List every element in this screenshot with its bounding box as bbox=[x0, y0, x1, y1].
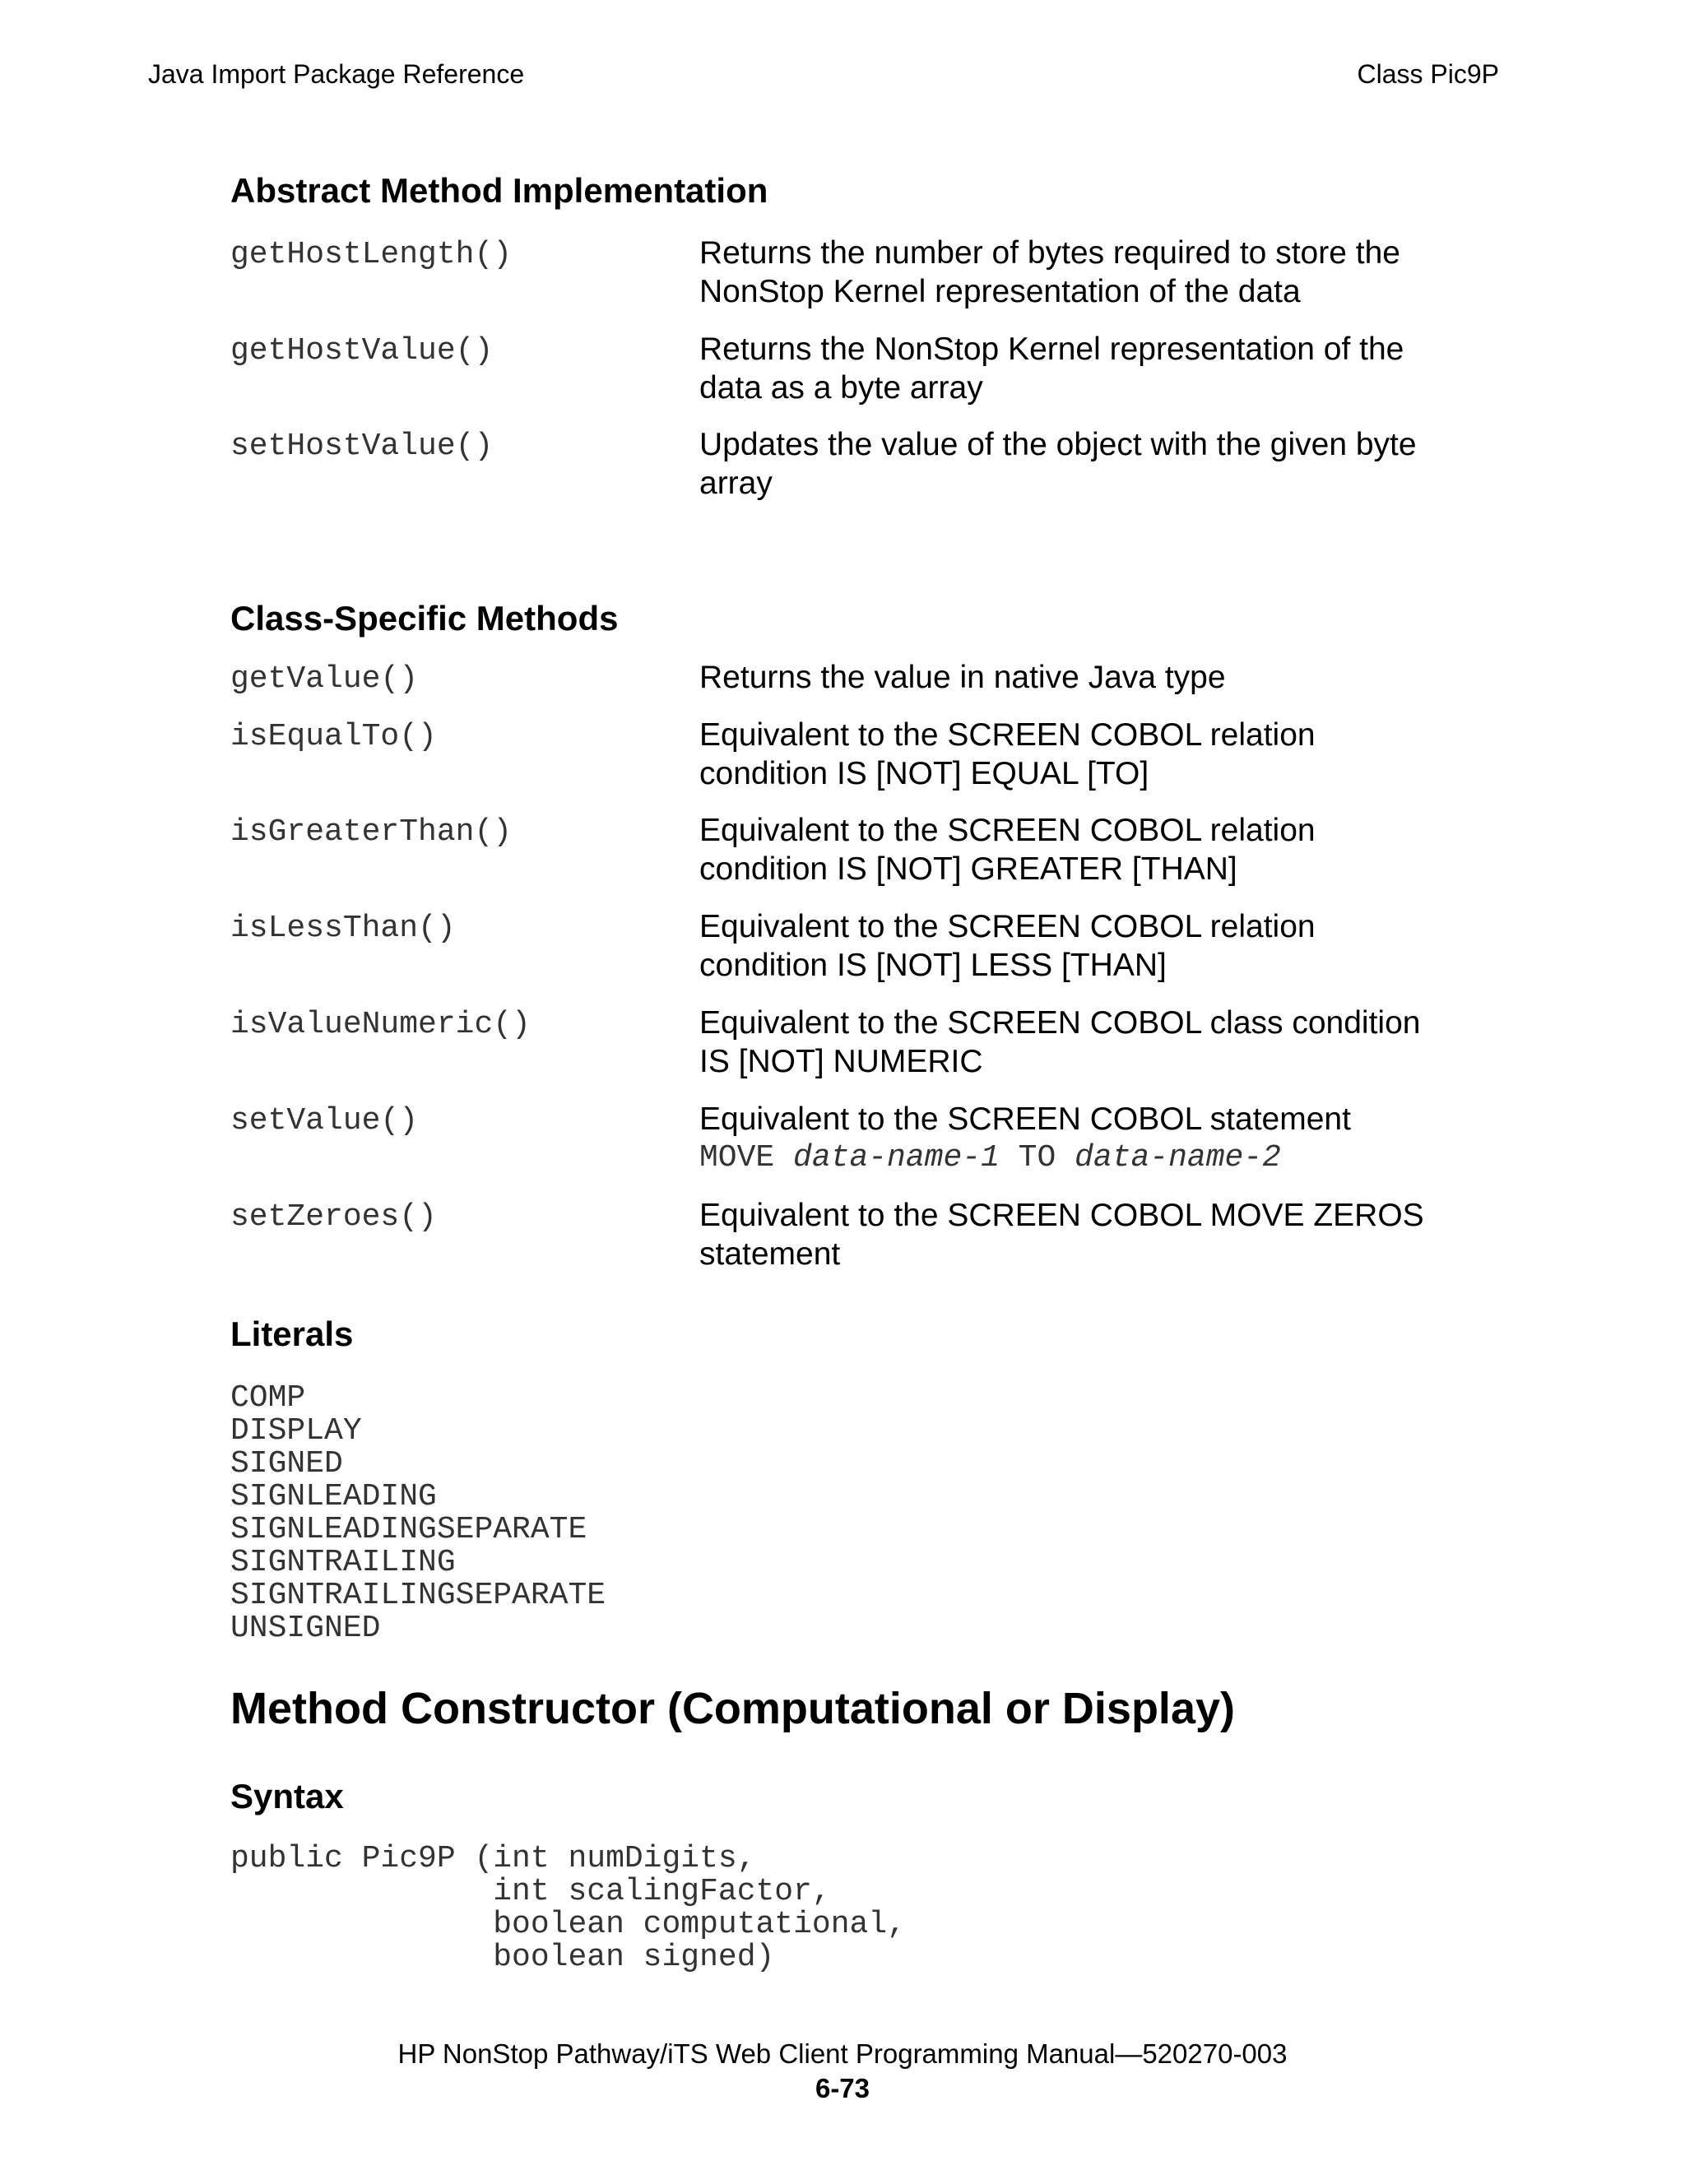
constructor-section bbox=[230, 1683, 1497, 1734]
description-line: Updates the value of the object with the given byte bbox=[699, 427, 1417, 462]
literals-section bbox=[230, 1315, 1497, 1354]
method-name: isGreaterThan() bbox=[230, 814, 513, 850]
description-line: data as a byte array bbox=[699, 370, 983, 406]
description-line: condition IS [NOT] EQUAL [TO] bbox=[699, 756, 1149, 791]
header-right: Class Pic9P bbox=[1357, 59, 1499, 89]
literal-item: SIGNTRAILING bbox=[230, 1545, 456, 1580]
method-description bbox=[699, 1004, 1497, 1081]
code-argument: data-name-1 bbox=[793, 1140, 1000, 1175]
move-statement-code bbox=[699, 1138, 1497, 1177]
abstract-methods-section bbox=[230, 171, 1497, 211]
method-name: setValue() bbox=[230, 1103, 419, 1138]
description-line: Equivalent to the SCREEN COBOL MOVE ZEROS bbox=[699, 1198, 1424, 1233]
method-name: isValueNumeric() bbox=[230, 1007, 531, 1042]
method-description bbox=[699, 716, 1497, 793]
method-description bbox=[699, 1196, 1497, 1273]
literal-item: SIGNED bbox=[230, 1446, 343, 1482]
literal-item: SIGNTRAILINGSEPARATE bbox=[230, 1578, 606, 1613]
page-number: 6-73 bbox=[815, 2073, 870, 2103]
footer-manual-title: HP NonStop Pathway/iTS Web Client Programming Manual—520270-003 bbox=[397, 2038, 1288, 2069]
description-line: condition IS [NOT] LESS [THAN] bbox=[699, 948, 1167, 983]
code-keyword: TO bbox=[999, 1140, 1075, 1175]
description-line: condition IS [NOT] GREATER [THAN] bbox=[699, 851, 1237, 887]
method-description bbox=[699, 330, 1497, 407]
method-description bbox=[699, 811, 1497, 888]
method-name: isLessThan() bbox=[230, 911, 456, 946]
literal-item: SIGNLEADING bbox=[230, 1479, 437, 1514]
description-line: Returns the number of bytes required to store the bbox=[699, 235, 1400, 271]
description-line: IS [NOT] NUMERIC bbox=[699, 1044, 983, 1079]
syntax-heading-block bbox=[230, 1777, 1497, 1816]
method-name: setZeroes() bbox=[230, 1199, 437, 1235]
class-specific-title: Class-Specific Methods bbox=[230, 599, 619, 638]
literals-title: Literals bbox=[230, 1315, 354, 1353]
header-left: Java Import Package Reference bbox=[148, 59, 525, 89]
method-name: setHostValue() bbox=[230, 429, 494, 464]
constructor-title: Method Constructor (Computational or Display) bbox=[230, 1684, 1235, 1733]
description-line: Equivalent to the SCREEN COBOL relation bbox=[699, 909, 1316, 944]
class-specific-section bbox=[230, 599, 1497, 638]
method-name: getHostLength() bbox=[230, 237, 513, 272]
description-line: Equivalent to the SCREEN COBOL statement bbox=[699, 1101, 1351, 1137]
code-line: int scalingFactor, bbox=[230, 1874, 831, 1909]
method-description bbox=[699, 658, 1497, 697]
method-description bbox=[699, 907, 1497, 985]
code-line: public Pic9P (int numDigits, bbox=[230, 1841, 756, 1876]
literal-item: COMP bbox=[230, 1380, 306, 1416]
method-description bbox=[699, 234, 1497, 311]
code-keyword: MOVE bbox=[699, 1140, 794, 1175]
literal-item: SIGNLEADINGSEPARATE bbox=[230, 1512, 587, 1547]
method-name: getValue() bbox=[230, 661, 419, 697]
description-line: Returns the value in native Java type bbox=[699, 660, 1226, 695]
code-argument: data-name-2 bbox=[1075, 1140, 1281, 1175]
description-line: Returns the NonStop Kernel representation of the bbox=[699, 332, 1404, 367]
code-line: boolean signed) bbox=[230, 1940, 775, 1975]
method-name: getHostValue() bbox=[230, 333, 494, 369]
literals-list bbox=[230, 1382, 1497, 1645]
description-line: NonStop Kernel representation of the data bbox=[699, 274, 1301, 309]
description-line: Equivalent to the SCREEN COBOL class condition bbox=[699, 1005, 1421, 1041]
syntax-title: Syntax bbox=[230, 1777, 344, 1815]
description-line: statement bbox=[699, 1236, 841, 1272]
literal-item: UNSIGNED bbox=[230, 1611, 381, 1646]
code-line: boolean computational, bbox=[230, 1907, 906, 1942]
method-name: isEqualTo() bbox=[230, 719, 437, 754]
description-line: Equivalent to the SCREEN COBOL relation bbox=[699, 813, 1316, 848]
description-line: Equivalent to the SCREEN COBOL relation bbox=[699, 717, 1316, 753]
method-description bbox=[699, 1100, 1497, 1177]
syntax-code-block bbox=[230, 1843, 1497, 1974]
abstract-methods-title: Abstract Method Implementation bbox=[230, 171, 768, 210]
description-line: array bbox=[699, 466, 773, 501]
method-description bbox=[699, 425, 1497, 503]
literal-item: DISPLAY bbox=[230, 1413, 362, 1449]
